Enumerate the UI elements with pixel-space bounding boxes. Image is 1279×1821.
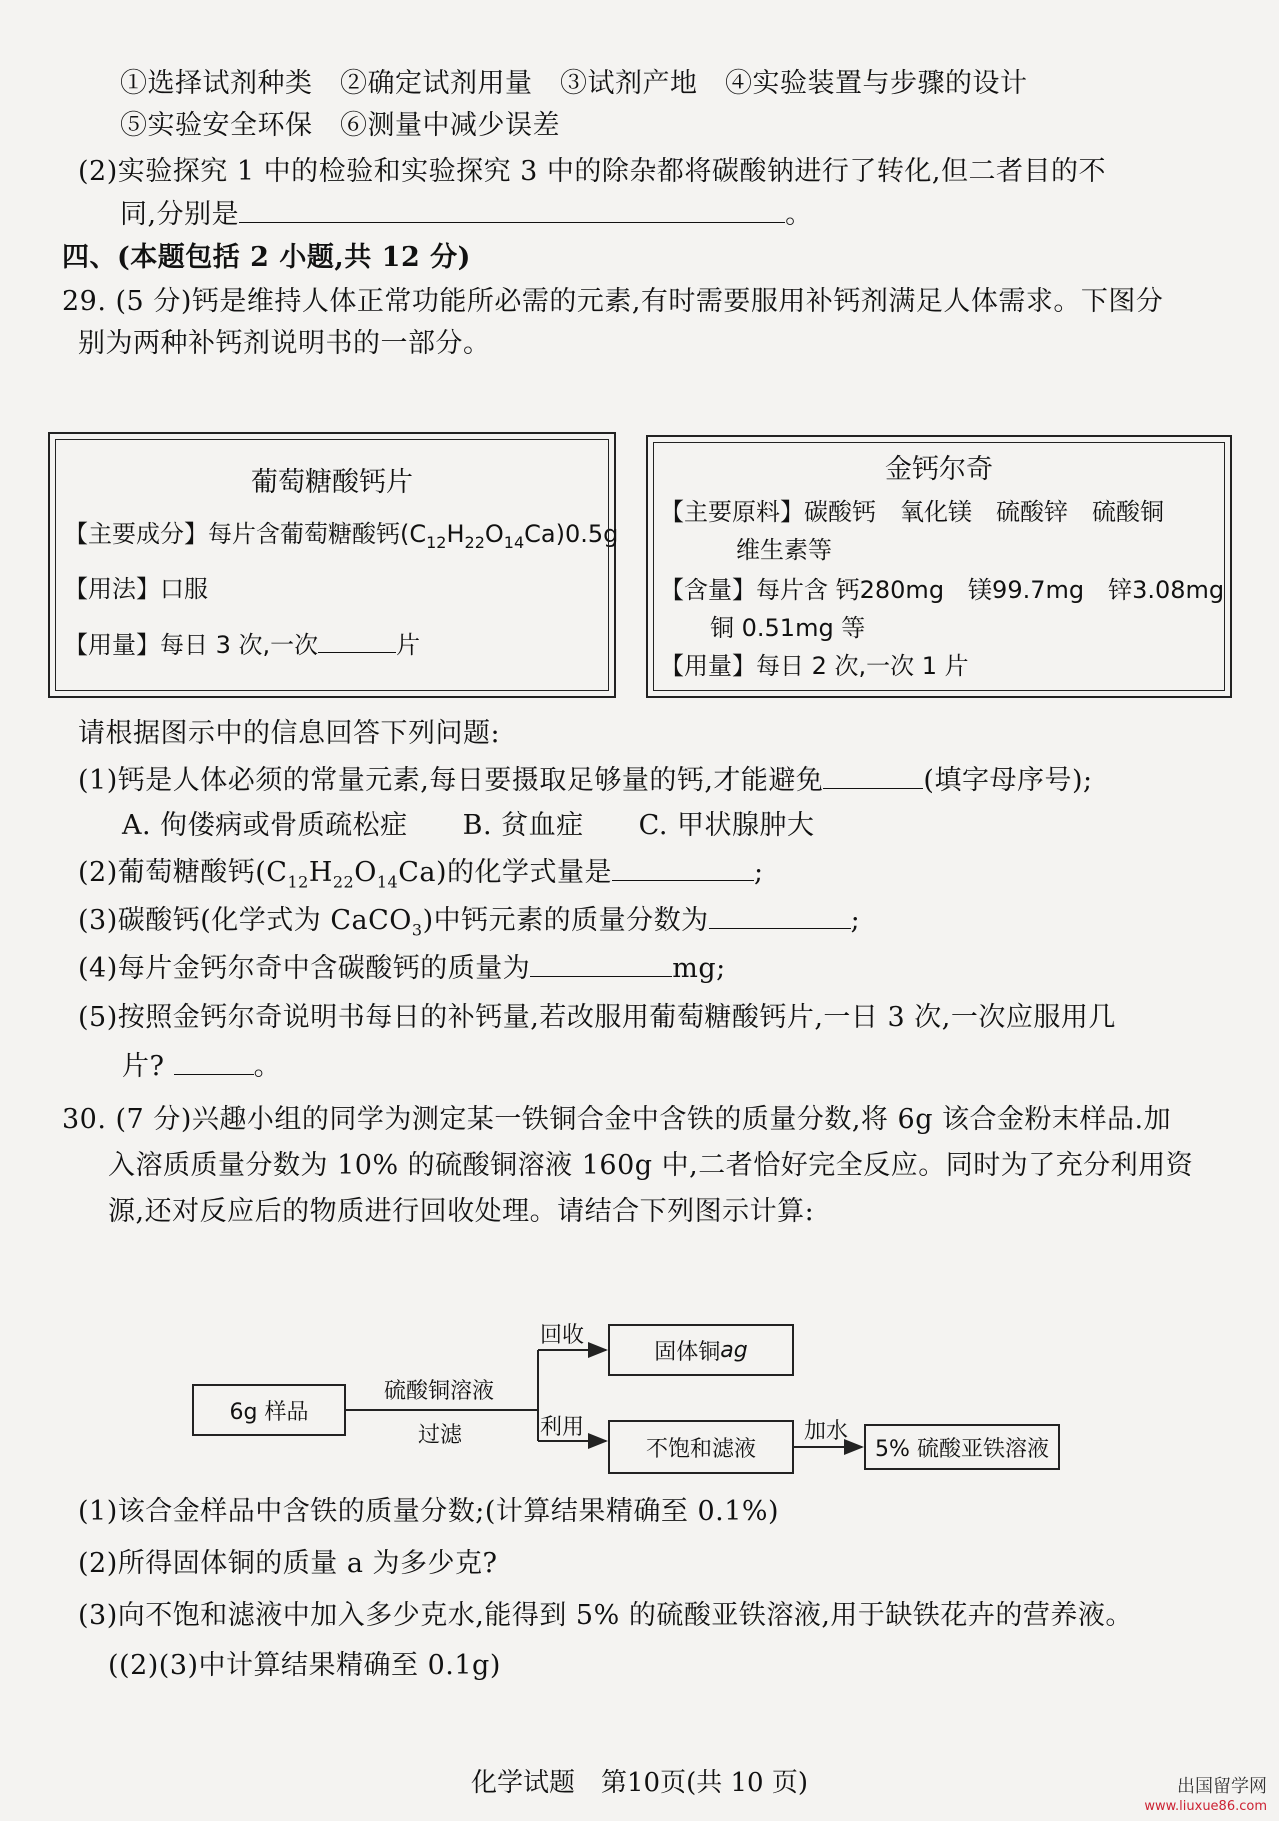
- box-b-content-line2: 铜 0.51mg 等: [710, 614, 866, 642]
- q29-part5-line2: 片? 。: [122, 1048, 281, 1085]
- q29-part5-line1: (5)按照金钙尔奇说明书每日的补钙量,若改服用葡萄糖酸钙片,一日 3 次,一次应服用几: [78, 1002, 1116, 1033]
- watermark-url: www.liuxue86.com: [1144, 1799, 1267, 1814]
- flow-recover-label: 回收: [540, 1323, 585, 1348]
- section4-title: 四、(本题包括 2 小题,共 12 分): [62, 242, 471, 273]
- flow-sample-box: 6g 样品: [192, 1384, 346, 1436]
- box-a-ingredient: 【主要成分】每片含葡萄糖酸钙$(C_{12}H_{22}O_{14}Ca)0.5g$: [64, 520, 619, 552]
- q30-part2: (2)所得固体铜的质量 a 为多少克?: [78, 1548, 498, 1579]
- q30-intro-line2: 入溶质质量分数为 10% 的硫酸铜溶液 160g 中,二者恰好完全反应。同时为了充分利用资: [108, 1150, 1194, 1181]
- box-b-title: 金钙尔奇: [885, 454, 993, 485]
- flow-filter-label: 过滤: [418, 1423, 463, 1448]
- q30-intro-line1: 30. (7 分)兴趣小组的同学为测定某一铁铜合金中含铁的质量分数,将 6g 该合金粉末样品.加: [62, 1104, 1172, 1135]
- q29-ask: 请根据图示中的信息回答下列问题:: [78, 718, 501, 749]
- q29-intro-line1: 29. (5 分)钙是维持人体正常功能所必需的元素,有时需要服用补钙剂满足人体需求。下图分: [62, 286, 1164, 317]
- box-b-dose: 【用量】每日 2 次,一次 1 片: [660, 652, 969, 680]
- flow-use-label: 利用: [540, 1415, 585, 1440]
- q30-part3: (3)向不饱和滤液中加入多少克水,能得到 5% 的硫酸亚铁溶液,用于缺铁花卉的营养液。: [78, 1600, 1133, 1631]
- watermark-name: 出国留学网: [1177, 1776, 1267, 1797]
- flow-reagent-label: 硫酸铜溶液: [384, 1379, 495, 1404]
- q29-part2: (2)葡萄糖酸钙$(C_{12}H_{22}O_{14}Ca)$的化学式量是 ;: [78, 854, 764, 891]
- q30-note: ((2)(3)中计算结果精确至 0.1g): [108, 1650, 501, 1681]
- flow-solid-copper-box: 固体铜 ag: [608, 1324, 794, 1376]
- q29-part1-options: A. 佝偻病或骨质疏松症 B. 贫血症 C. 甲状腺肿大: [122, 810, 815, 841]
- q29-part1: (1)钙是人体必须的常量元素,每日要摄取足够量的钙,才能避免 (填字母序号);: [78, 762, 1093, 799]
- box-b-materials-line1: 【主要原料】碳酸钙 氧化镁 硫酸锌 硫酸铜: [660, 498, 1164, 526]
- q29-part3: (3)碳酸钙(化学式为 CaCO$_3$)中钙元素的质量分数为 ;: [78, 902, 860, 939]
- box-a-title: 葡萄糖酸钙片: [251, 467, 413, 498]
- q28-part2-line1: (2)实验探究 1 中的检验和实验探究 3 中的除杂都将碳酸钠进行了转化,但二者目的不: [78, 156, 1107, 187]
- page-footer: 化学试题 第10页(共 10 页): [471, 1768, 808, 1798]
- q28-options-line2: ⑤实验安全环保 ⑥测量中减少误差: [120, 110, 560, 141]
- watermark: [1144, 1777, 1267, 1817]
- flow-filtrate-box: 不饱和滤液: [608, 1420, 794, 1474]
- flow-product-box: 5% 硫酸亚铁溶液: [864, 1424, 1060, 1470]
- box-a-dose: 【用量】每日 3 次,一次 片: [64, 631, 421, 659]
- box-b-materials-line2: 维生素等: [736, 536, 832, 564]
- flow-add-water-label: 加水: [804, 1419, 849, 1444]
- q29-part4: (4)每片金钙尔奇中含碳酸钙的质量为 mg;: [78, 950, 726, 987]
- q28-options-line1: ①选择试剂种类 ②确定试剂用量 ③试剂产地 ④实验装置与步骤的设计: [120, 68, 1028, 99]
- box-a-usage: 【用法】口服: [64, 575, 208, 603]
- q28-part2-end: 。: [785, 199, 813, 230]
- q30-intro-line3: 源,还对反应后的物质进行回收处理。请结合下列图示计算:: [108, 1196, 815, 1227]
- box-b-content-line1: 【含量】每片含 钙280mg 镁99.7mg 锌3.08mg: [660, 576, 1225, 604]
- q30-part1: (1)该合金样品中含铁的质量分数;(计算结果精确至 0.1%): [78, 1496, 780, 1527]
- q29-intro-line2: 别为两种补钙剂说明书的一部分。: [78, 328, 491, 359]
- q28-part2-text: 同,分别是: [120, 199, 240, 230]
